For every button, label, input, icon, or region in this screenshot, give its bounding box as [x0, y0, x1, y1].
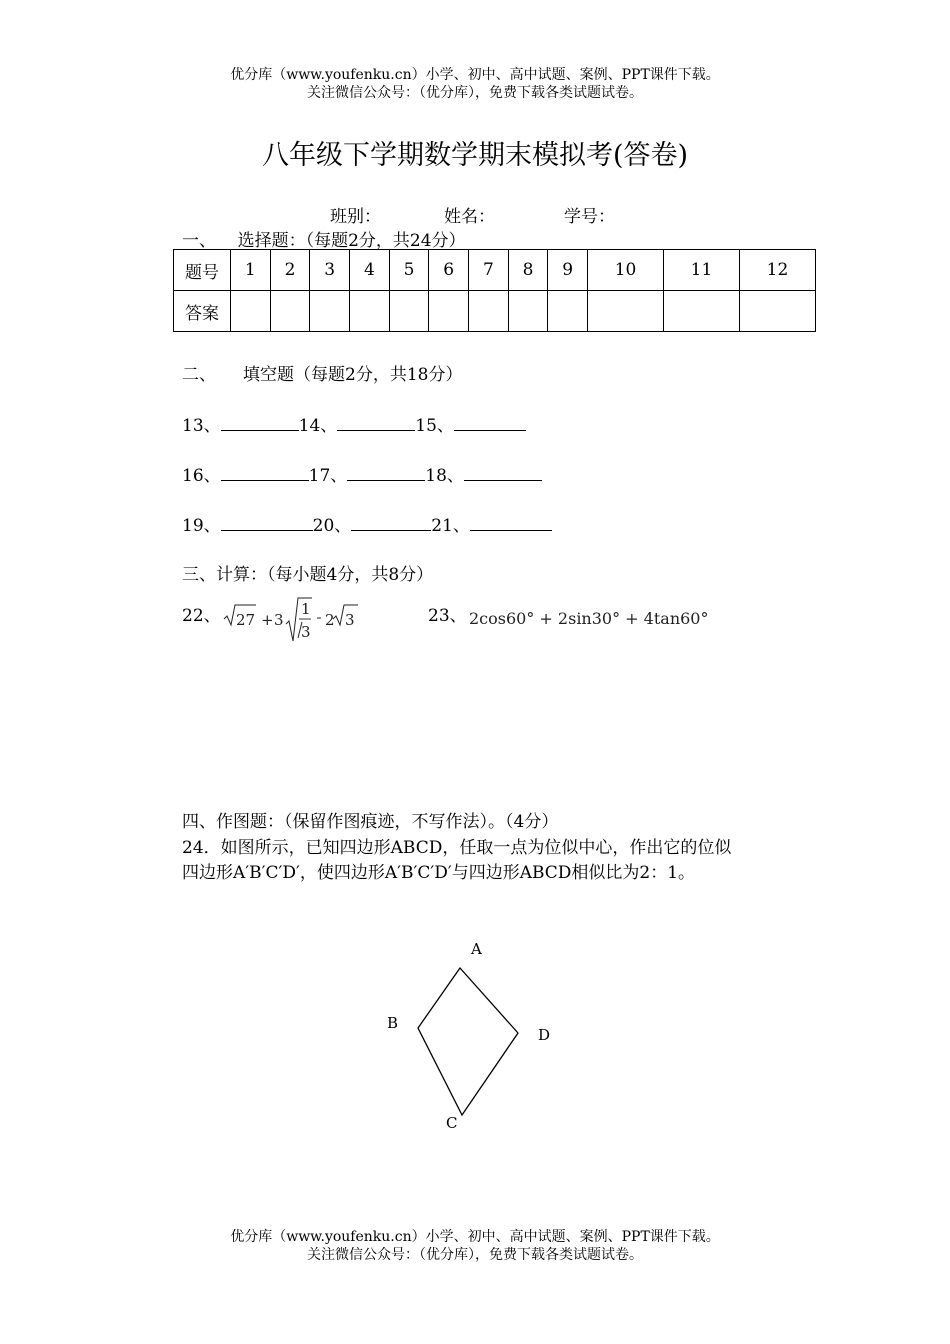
question-number-cell: 12 — [739, 250, 815, 291]
fill-blank-label: 21、 — [431, 516, 470, 536]
question-number-cell: 7 — [469, 250, 509, 291]
fill-blank-18[interactable] — [464, 466, 542, 481]
quadrilateral-abcd — [418, 968, 518, 1115]
header-line-1: 优分库（www.youfenku.cn）小学、初中、高中试题、案例、PPT课件下载。 — [230, 67, 720, 83]
answer-table — [173, 249, 816, 332]
question-number-cell: 1 — [231, 250, 271, 291]
quadrilateral-figure — [370, 930, 570, 1140]
footer-line-1: 优分库（www.youfenku.cn）小学、初中、高中试题、案例、PPT课件下载。 — [230, 1229, 720, 1245]
question-number-cell: 11 — [664, 250, 740, 291]
q23-label: 23、 — [428, 606, 467, 626]
question-number-cell: 2 — [270, 250, 310, 291]
q24-text-line-2: 四边形A′B′C′D′，使四边形A′B′C′D′与四边形ABCD相似比为2：1。 — [182, 863, 696, 883]
q24-text-line-1: 24．如图所示，已知四边形ABCD，任取一点为位似中心，作出它的位似 — [182, 838, 732, 858]
answer-cell[interactable] — [389, 291, 429, 332]
vertex-label-b: B — [387, 1014, 399, 1032]
question-number-cell: 10 — [588, 250, 664, 291]
svg-text:1: 1 — [301, 600, 311, 618]
fill-blank-label: 16、 — [182, 466, 221, 486]
vertex-label-c: C — [446, 1114, 458, 1132]
q23-expression: 2cos60° + 2sin30° + 4tan60° — [469, 609, 709, 628]
vertex-label-a: A — [471, 940, 482, 958]
question-number-cell: 8 — [508, 250, 548, 291]
fill-blank-13[interactable] — [221, 416, 299, 431]
fill-blank-label: 17、 — [308, 466, 348, 486]
answer-cell[interactable] — [739, 291, 815, 332]
answer-cell[interactable] — [350, 291, 390, 332]
fill-blank-label: 19、 — [182, 516, 221, 536]
fill-blank-14[interactable] — [337, 416, 415, 431]
answer-cell[interactable] — [310, 291, 350, 332]
section3-heading: 三、计算：（每小题4分，共8分） — [182, 565, 434, 585]
fill-blank-19[interactable] — [221, 516, 313, 531]
answer-row — [174, 291, 816, 332]
fill-blank-row-1 — [182, 411, 526, 436]
answer-cell[interactable] — [270, 291, 310, 332]
section2-heading: 二、 填空题（每题2分，共18分） — [182, 365, 463, 385]
answer-label: 答案 — [174, 291, 231, 332]
question-number-cell: 5 — [389, 250, 429, 291]
section4-heading: 四、作图题：（保留作图痕迹，不写作法）。（4分） — [182, 812, 559, 832]
footer-line-2: 关注微信公众号：（优分库），免费下载各类试题试卷。 — [307, 1247, 643, 1263]
fill-blank-label: 18、 — [425, 466, 464, 486]
svg-text:27: 27 — [236, 611, 256, 629]
fill-blank-17[interactable] — [347, 466, 425, 481]
question-number-label: 题号 — [174, 250, 231, 291]
answer-cell[interactable] — [664, 291, 740, 332]
student-number-label: 学号： — [564, 207, 615, 227]
fill-blank-label: 13、 — [182, 416, 221, 436]
page-title: 八年级下学期数学期末模拟考(答卷) — [261, 140, 689, 171]
fill-blank-20[interactable] — [351, 516, 431, 531]
svg-text:3: 3 — [345, 611, 355, 629]
fill-blank-label: 15、 — [415, 416, 454, 436]
svg-text:+: + — [261, 611, 274, 629]
name-label: 姓名： — [444, 207, 495, 227]
question-number-cell: 6 — [429, 250, 469, 291]
fill-blank-label: 14、 — [298, 416, 338, 436]
q22-label: 22、 — [182, 606, 221, 626]
section1-heading: 一、 选择题：（每题2分，共24分） — [182, 231, 466, 251]
fill-blank-16[interactable] — [221, 466, 309, 481]
fill-blank-row-3 — [182, 511, 552, 536]
question-number-cell: 4 — [350, 250, 390, 291]
answer-cell[interactable] — [548, 291, 588, 332]
question-number-cell: 9 — [548, 250, 588, 291]
fill-blank-row-2 — [182, 461, 542, 486]
svg-text:3: 3 — [301, 623, 311, 641]
fill-blank-21[interactable] — [470, 516, 552, 531]
answer-cell[interactable] — [588, 291, 664, 332]
header-line-2: 关注微信公众号：（优分库），免费下载各类试题试卷。 — [307, 85, 643, 101]
question-number-row — [174, 250, 816, 291]
answer-cell[interactable] — [231, 291, 271, 332]
vertex-label-d: D — [538, 1026, 551, 1044]
class-label: 班别： — [330, 207, 381, 227]
answer-cell[interactable] — [469, 291, 509, 332]
fill-blank-label: 20、 — [312, 516, 352, 536]
question-number-cell: 3 — [310, 250, 350, 291]
svg-text:3: 3 — [274, 611, 284, 629]
answer-cell[interactable] — [508, 291, 548, 332]
q22-expression — [222, 594, 372, 646]
fill-blank-15[interactable] — [454, 416, 526, 431]
answer-cell[interactable] — [429, 291, 469, 332]
svg-text:2: 2 — [325, 611, 335, 629]
